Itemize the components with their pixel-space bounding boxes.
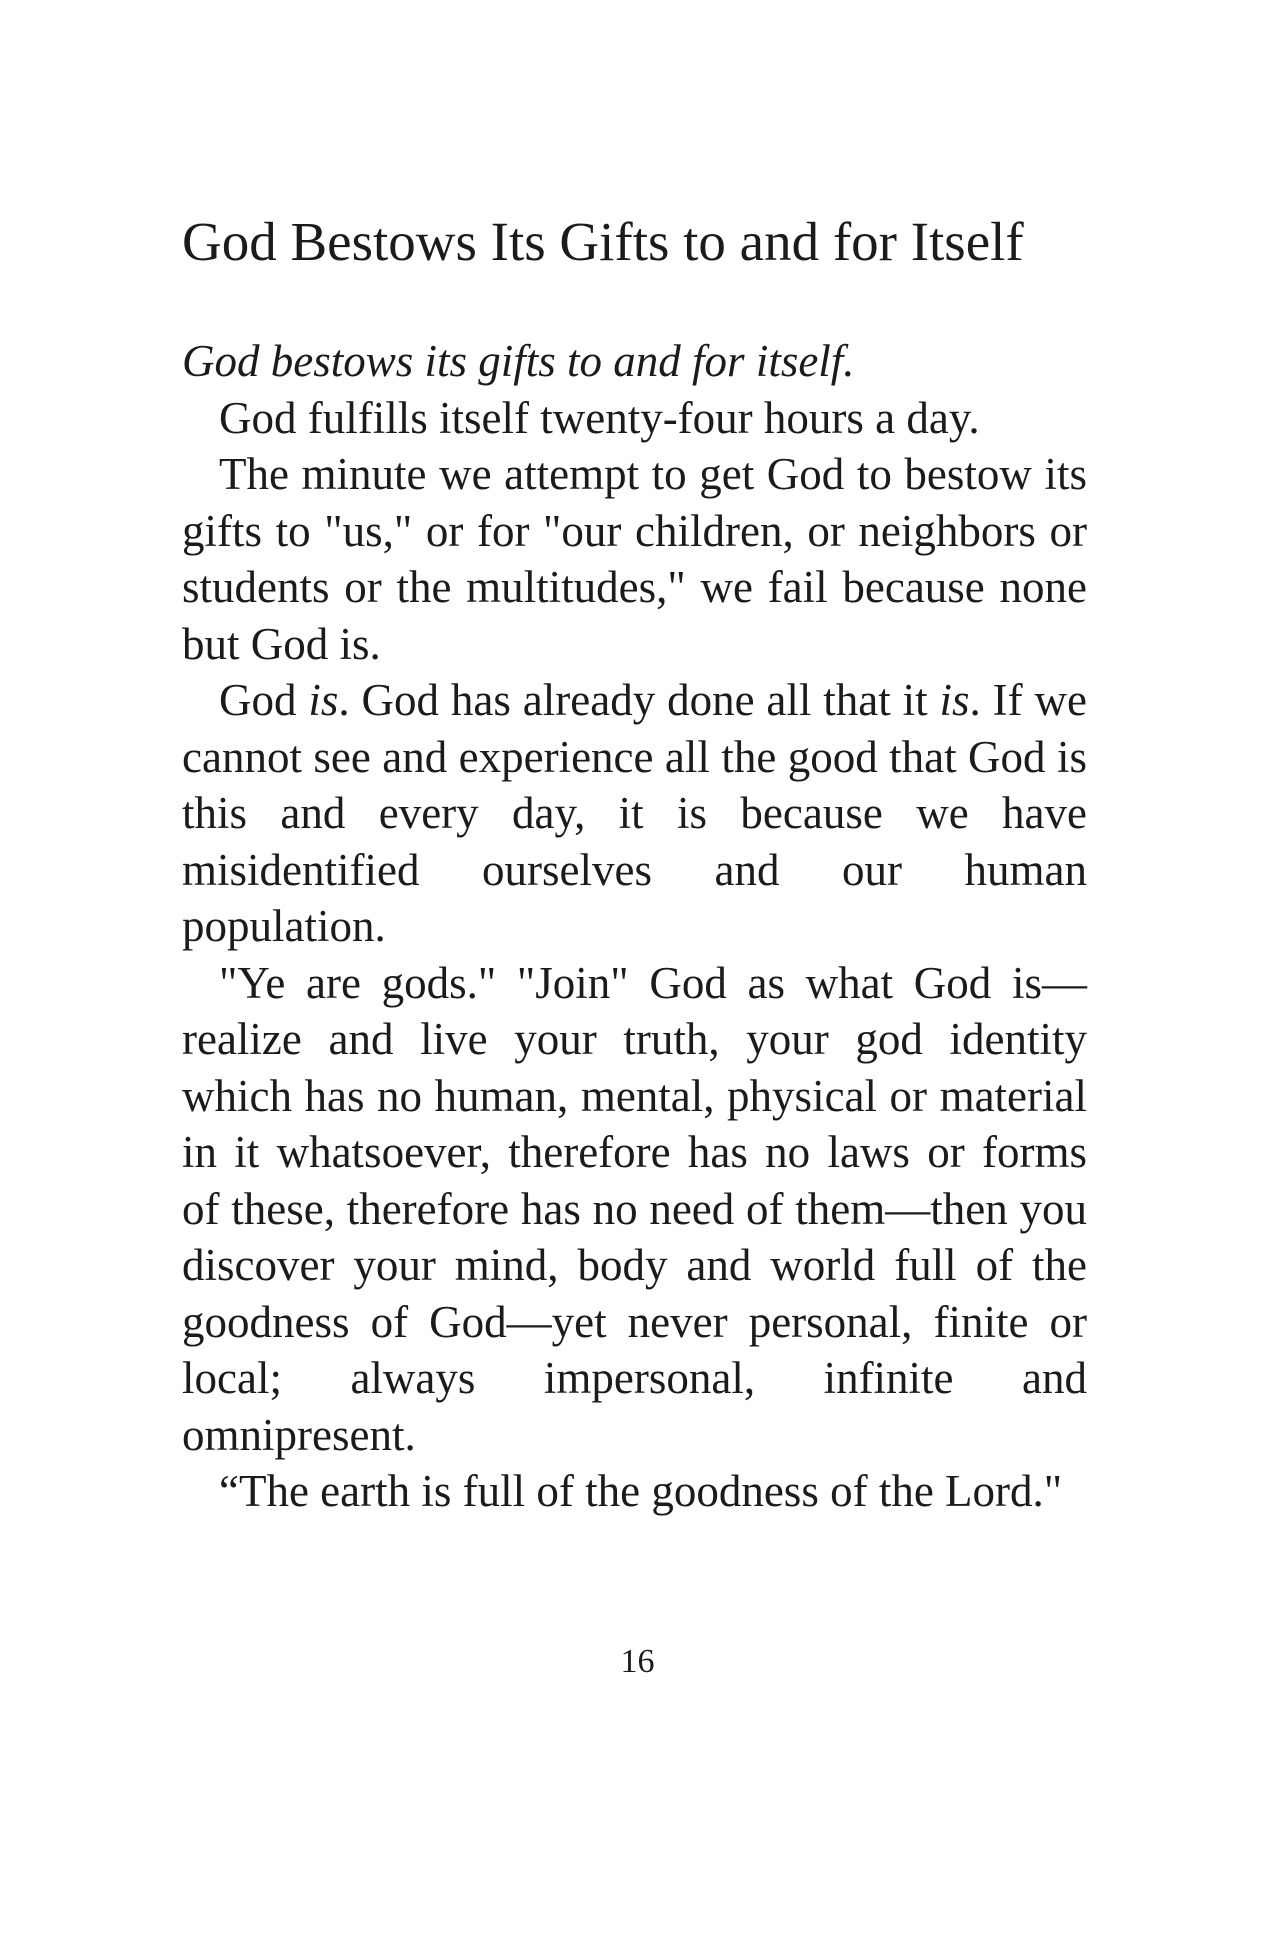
body-paragraph: "Ye are gods." "Join" God as what God is—realize and live your truth, your god identity which has no human, mental, physical or material in it whatsoever, therefore has no laws or forms of these, therefore has no need of them—then you discover your mind, body and world full of the goodness of God—yet never personal, finite or local; always impersonal, infinite and omnipresent.: [182, 957, 1087, 1460]
body-paragraph: God fulfills itself twenty-four hours a day.: [219, 392, 980, 443]
body-paragraph: [182, 672, 1087, 955]
chapter-body: [182, 333, 1087, 1520]
body-paragraph: The minute we attempt to get God to bestow its gifts to "us," or for "our children, or neighbors or students or the multitudes," we fail because none but God is.: [182, 449, 1087, 669]
paragraph-text: . God has already done all that it: [338, 675, 940, 725]
emphasis-text: is: [939, 675, 970, 725]
page-number: 16: [620, 1643, 655, 1680]
chapter-title: God Bestows Its Gifts to and for Itself: [182, 211, 1024, 272]
paragraph-text: God: [219, 675, 309, 725]
paragraph-text: . If we cannot see and experience all the good that God is this and every day, it is because we have misidentified ourselves and our human population.: [182, 675, 1087, 951]
body-paragraph: “The earth is full of the goodness of the Lord.": [219, 1466, 1063, 1516]
epigraph-paragraph: God bestows its gifts to and for itself.: [182, 336, 855, 386]
emphasis-text: is: [308, 675, 339, 725]
